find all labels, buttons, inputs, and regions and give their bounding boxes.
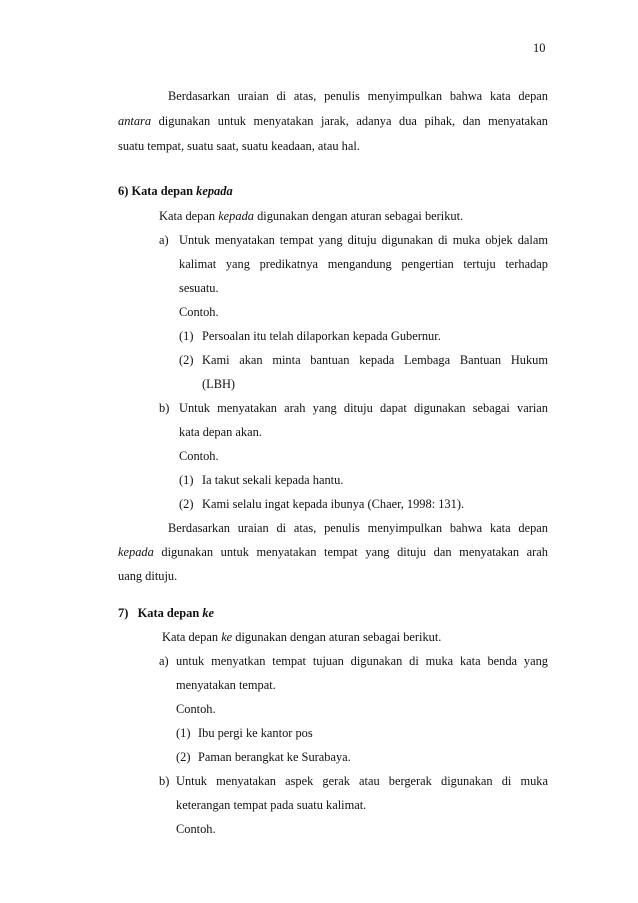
section7-a-label: a): [159, 654, 169, 668]
section6-b-label: b): [159, 401, 170, 415]
section6-b-contoh: Contoh.: [179, 449, 219, 463]
section7-number: 7): [118, 606, 129, 620]
section6-b-ex2-num: (2): [179, 497, 194, 511]
section6-intro-term: kepada: [218, 209, 254, 223]
section7-a-ex2: Paman berangkat ke Surabaya.: [198, 750, 351, 764]
section6-b-line1: Untuk menyatakan arah yang dituju dapat digunakan sebagai varian: [179, 401, 548, 415]
section6-b-ex1: Ia takut sekali kepada hantu.: [202, 473, 344, 487]
section7-a-contoh: Contoh.: [176, 702, 216, 716]
section6-heading: [118, 183, 233, 199]
section6-a-ex1-num: (1): [179, 329, 194, 343]
section6-intro: [159, 208, 463, 224]
para1-line3: suatu tempat, suatu saat, suatu keadaan, atau hal.: [118, 139, 360, 153]
section7-term: ke: [202, 606, 215, 620]
section7-a-ex2-num: (2): [176, 750, 191, 764]
section6-intro-pre: Kata depan: [159, 209, 216, 223]
para1-line1: Berdasarkan uraian di atas, penulis menyimpulkan bahwa kata depan: [168, 89, 548, 103]
section6-a-line3: sesuatu.: [179, 281, 219, 295]
term-antara: antara: [118, 114, 152, 128]
section6-a-label: a): [159, 233, 169, 247]
para1-line2-rest: digunakan untuk menyatakan jarak, adanya dua pihak, dan menyatakan: [158, 114, 548, 128]
section6-intro-post: digunakan dengan aturan sebagai berikut.: [257, 209, 464, 223]
section6-a-ex2-num: (2): [179, 353, 194, 367]
section7-b-line1: Untuk menyatakan aspek gerak atau bergerak digunakan di muka: [176, 774, 548, 788]
section7-a-line1: untuk menyatkan tempat tujuan digunakan di muka kata benda yang: [176, 654, 548, 668]
section7-b-contoh: Contoh.: [176, 822, 216, 836]
section6-a-line2: kalimat yang predikatnya mengandung pengertian tertuju terhadap: [179, 257, 548, 271]
section6-a-ex2-line2: (LBH): [202, 377, 236, 391]
section6-conclusion-line1: Berdasarkan uraian di atas, penulis menyimpulkan bahwa kata depan: [168, 521, 548, 535]
page-number: 10: [533, 41, 546, 55]
term-kepada: kepada: [118, 545, 154, 559]
section6-conclusion-line3: uang dituju.: [118, 569, 178, 583]
section7-intro-term: ke: [221, 630, 233, 644]
section7-a-ex1: Ibu pergi ke kantor pos: [198, 726, 313, 740]
section6-title: Kata depan: [131, 184, 194, 198]
section6-b-ex1-num: (1): [179, 473, 194, 487]
section6-conclusion-line2: [118, 544, 548, 560]
section7-a-ex1-num: (1): [176, 726, 191, 740]
section7-intro-post: digunakan dengan aturan sebagai berikut.: [235, 630, 442, 644]
section7-title: Kata depan: [137, 606, 200, 620]
section7-intro: [162, 629, 441, 645]
section6-number: 6): [118, 184, 129, 198]
section7-intro-pre: Kata depan: [162, 630, 219, 644]
section6-a-ex1: Persoalan itu telah dilaporkan kepada Gubernur.: [202, 329, 441, 343]
section7-a-line2: menyatakan tempat.: [176, 678, 276, 692]
section6-term: kepada: [196, 184, 233, 198]
section6-b-ex2: Kami selalu ingat kepada ibunya (Chaer, 1998: 131).: [202, 497, 465, 511]
section7-b-label: b): [159, 774, 170, 788]
section6-conclusion-line2-rest: digunakan untuk menyatakan tempat yang dituju dan menyatakan arah: [161, 545, 548, 559]
section6-a-contoh: Contoh.: [179, 305, 219, 319]
section6-b-line2: kata depan akan.: [179, 425, 262, 439]
para1-line2: [118, 113, 548, 129]
section6-a-line1: Untuk menyatakan tempat yang dituju digunakan di muka objek dalam: [179, 233, 548, 247]
section6-a-ex2-line1: Kami akan minta bantuan kepada Lembaga Bantuan Hukum: [202, 353, 548, 367]
section7-b-line2: keterangan tempat pada suatu kalimat.: [176, 798, 367, 812]
section7-heading: [118, 605, 214, 621]
